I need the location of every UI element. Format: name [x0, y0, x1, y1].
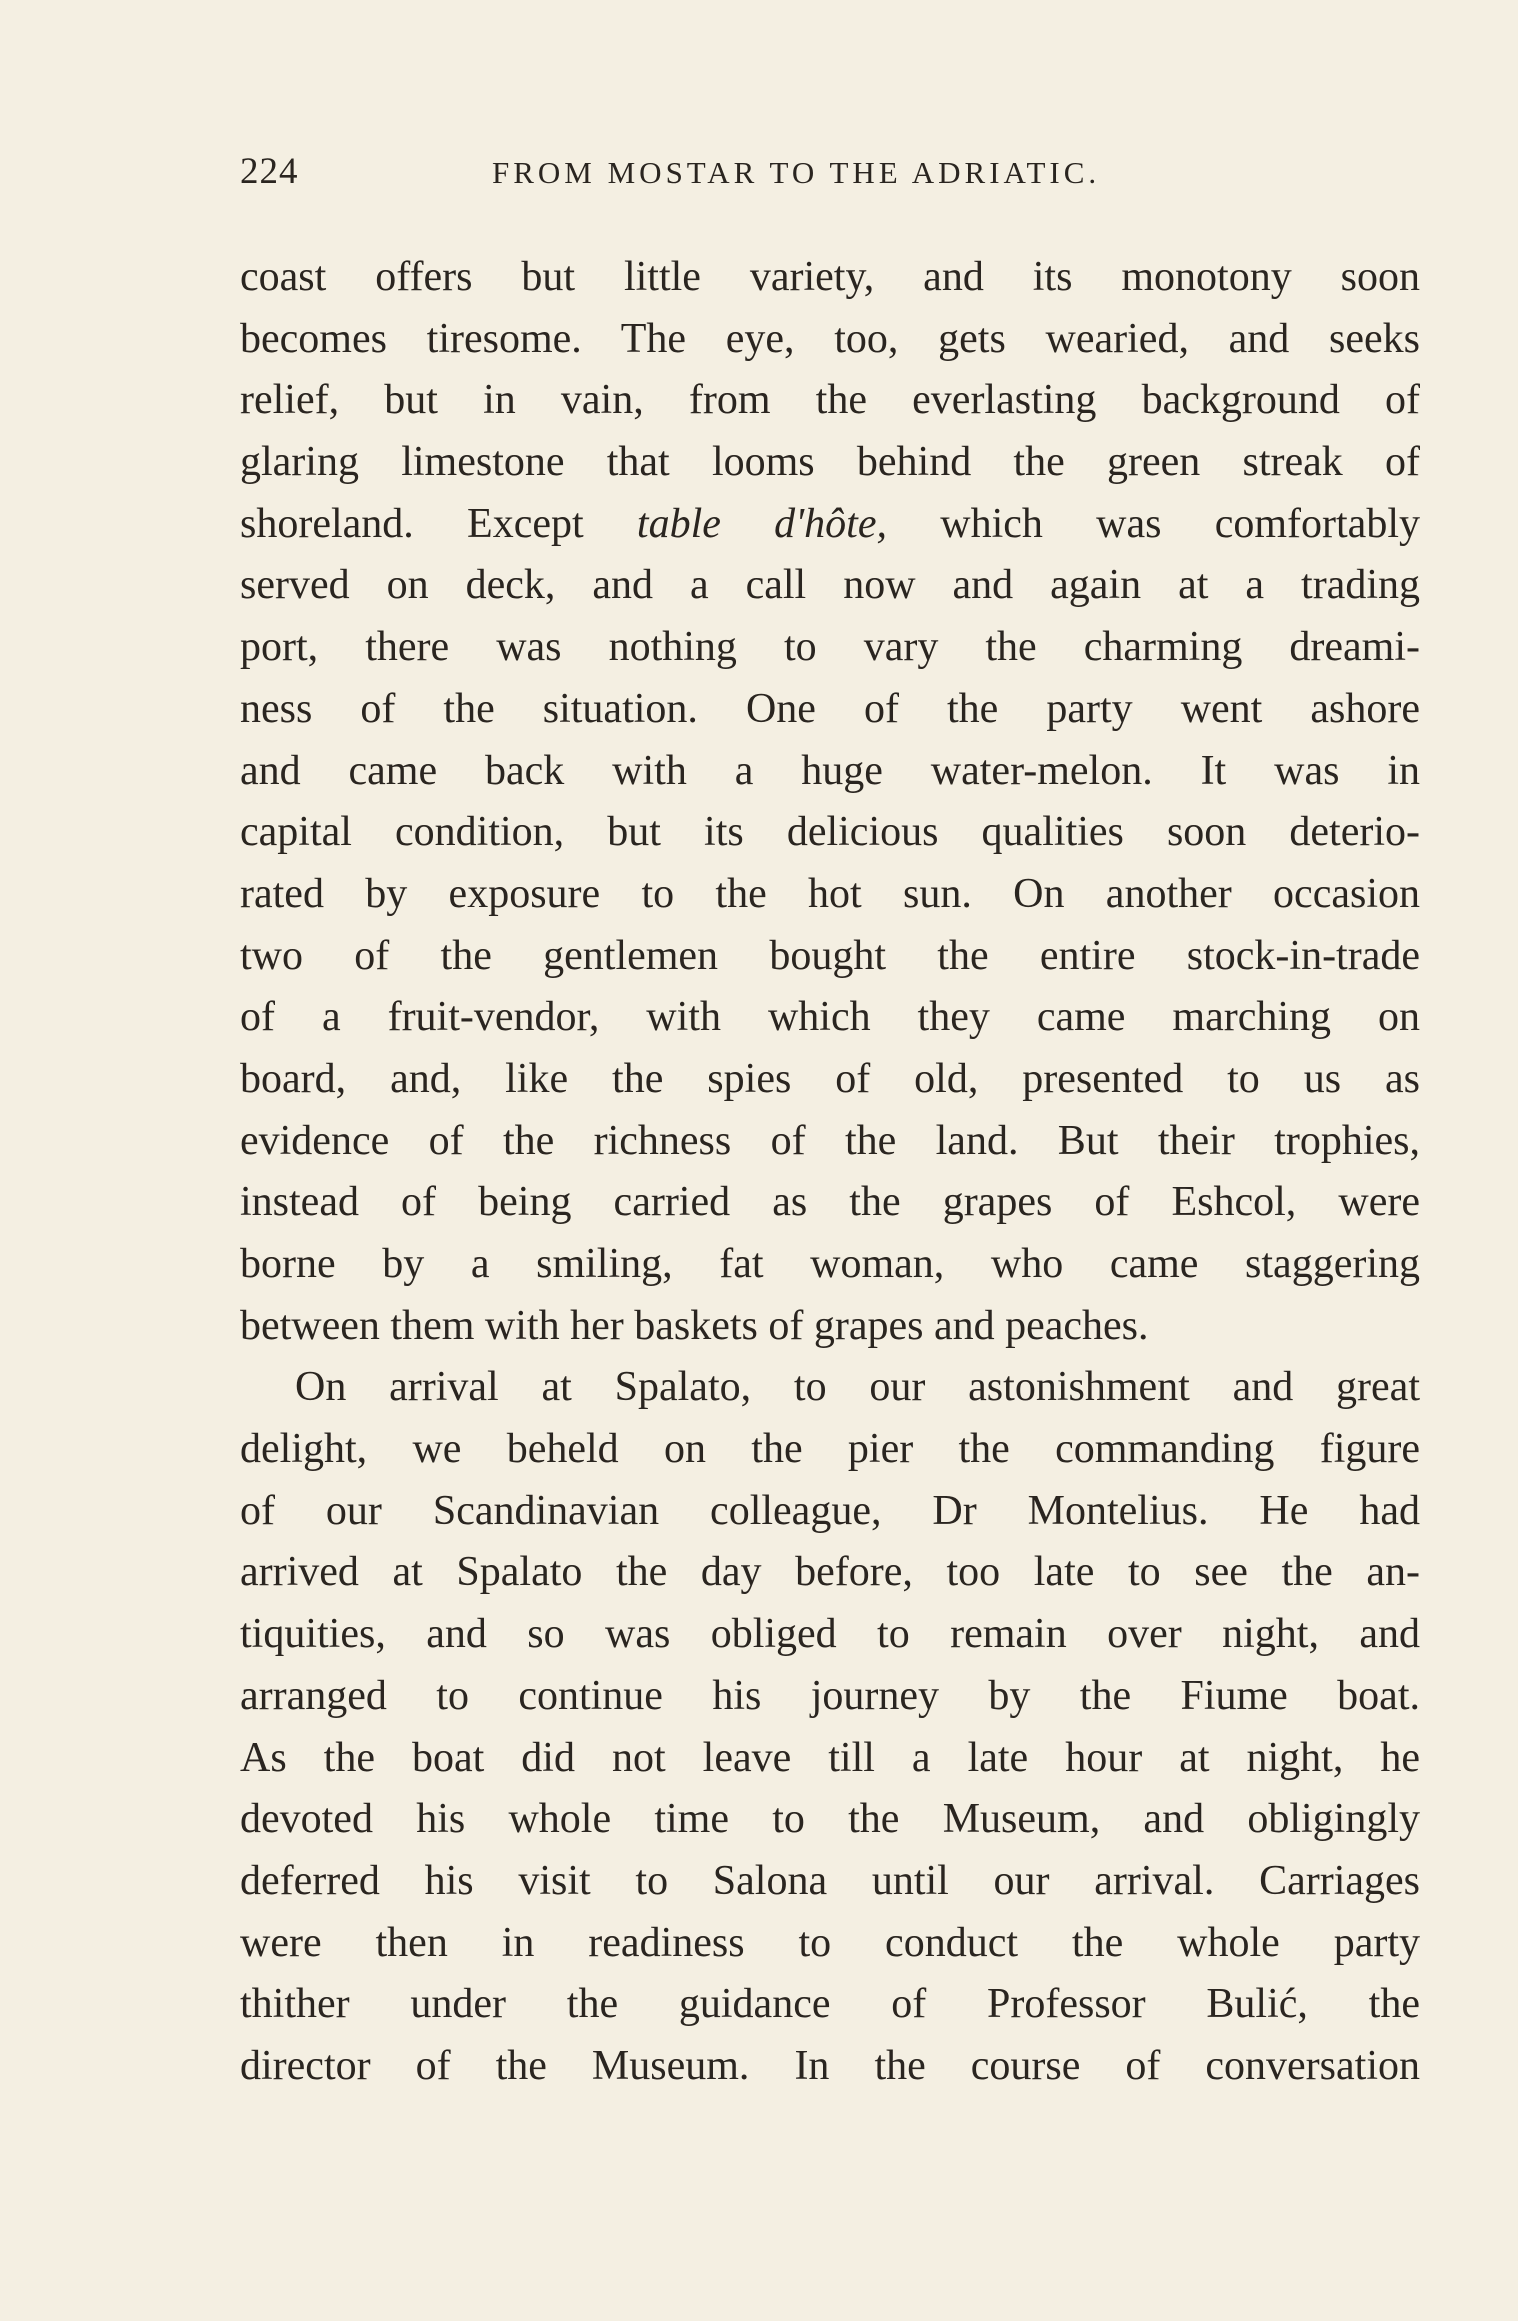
text-line-with-italic: [240, 494, 1420, 556]
text-line: capital condition, but its delicious qualities soon deterio-: [240, 809, 1420, 856]
text-line: of a fruit-vendor, with which they came marching on: [240, 994, 1420, 1041]
text-line: rated by exposure to the hot sun. On another occasion: [240, 870, 1420, 917]
text-line: between them with her baskets of grapes and peaches.: [240, 1302, 1149, 1349]
text-line: of our Scandinavian colleague, Dr Montelius. He had: [240, 1487, 1420, 1534]
text-line: On arrival at Spalato, to our astonishment and great: [295, 1364, 1420, 1411]
page-number: 224: [240, 151, 299, 192]
running-head: [240, 150, 1420, 200]
text-line: two of the gentlemen bought the entire stock-in-trade: [240, 932, 1420, 979]
text-line: instead of being carried as the grapes of Eshcol, were: [240, 1179, 1420, 1226]
text-segment: which was comfortably: [886, 500, 1420, 547]
text-segment: shoreland. Except: [240, 500, 637, 547]
text-line: and came back with a huge water-melon. It was in: [240, 747, 1420, 794]
running-title: FROM MOSTAR TO THE ADRIATIC.: [492, 155, 1101, 190]
text-line: arranged to continue his journey by the Fiume boat.: [240, 1672, 1420, 1719]
text-line: served on deck, and a call now and again at a trading: [240, 562, 1420, 609]
text-line: becomes tiresome. The eye, too, gets wearied, and seeks: [240, 315, 1420, 362]
text-line: director of the Museum. In the course of conversation: [240, 2042, 1420, 2089]
text-line: deferred his visit to Salona until our arrival. Carriages: [240, 1857, 1420, 1904]
text-line: coast offers but little variety, and its monotony soon: [240, 254, 1420, 300]
text-line: ness of the situation. One of the party went ashore: [240, 685, 1420, 732]
text-line: were then in readiness to conduct the whole party: [240, 1919, 1420, 1966]
text-line: thither under the guidance of Professor Bulić, the: [240, 1981, 1420, 2028]
text-line: borne by a smiling, fat woman, who came staggering: [240, 1241, 1420, 1287]
italic-phrase: table d'hôte,: [636, 500, 887, 547]
text-line: evidence of the richness of the land. But their trophies,: [240, 1117, 1420, 1164]
text-line: board, and, like the spies of old, presented to us as: [240, 1055, 1420, 1102]
text-line: As the boat did not leave till a late hour at night, he: [240, 1734, 1420, 1781]
text-line: arrived at Spalato the day before, too late to see the an-: [240, 1549, 1420, 1596]
body-text: [240, 247, 1420, 2098]
text-line: devoted his whole time to the Museum, and obligingly: [240, 1796, 1420, 1843]
text-line: tiquities, and so was obliged to remain over night, and: [240, 1611, 1420, 1658]
text-line: delight, we beheld on the pier the commanding figure: [240, 1426, 1420, 1473]
text-line: port, there was nothing to vary the charming dreami-: [240, 624, 1420, 671]
text-line: glaring limestone that looms behind the green streak of: [240, 439, 1420, 486]
text-line: relief, but in vain, from the everlasting background of: [240, 377, 1420, 424]
